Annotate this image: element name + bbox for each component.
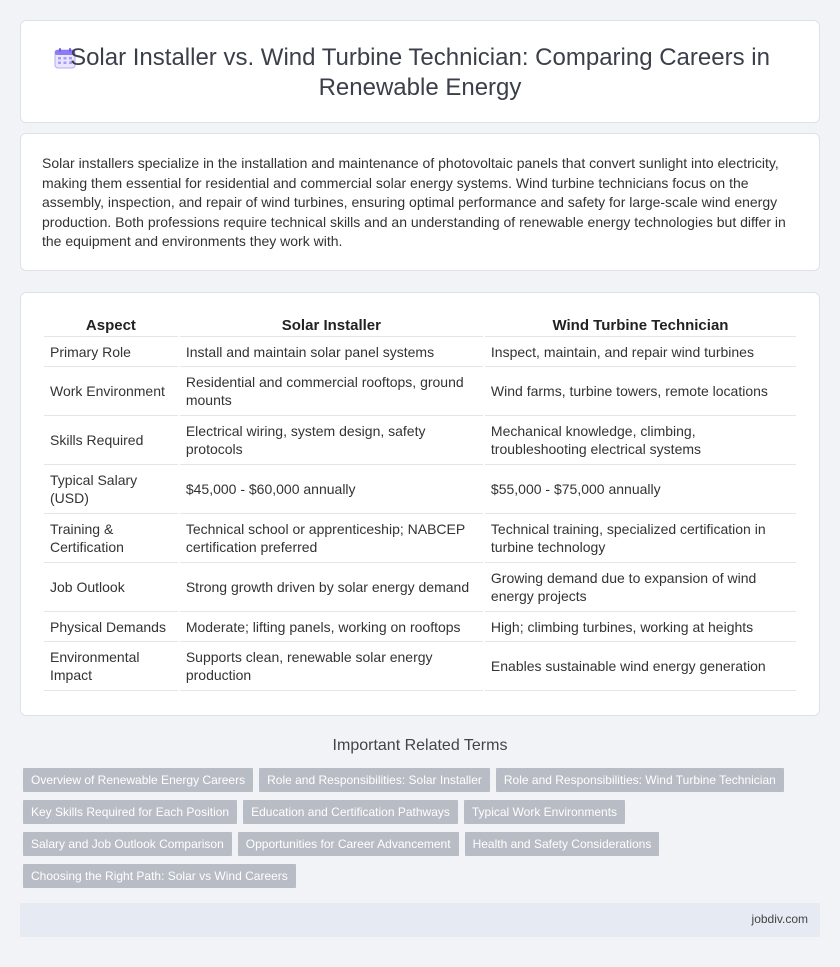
tag-row — [23, 768, 813, 792]
page-title: Solar Installer vs. Wind Turbine Technician: Comparing Careers in Renewable Energy — [70, 44, 770, 101]
row-wind: Mechanical knowledge, climbing, troubleshooting electrical systems — [485, 416, 796, 465]
row-aspect: Physical Demands — [44, 612, 178, 642]
table-row — [44, 416, 796, 465]
related-term-link[interactable]: Education and Certification Pathways — [243, 800, 458, 824]
table-row — [44, 612, 796, 642]
related-term-link[interactable]: Salary and Job Outlook Comparison — [23, 832, 232, 856]
row-solar: Strong growth driven by solar energy demand — [180, 563, 483, 612]
tag-row — [23, 832, 813, 856]
row-solar: Residential and commercial rooftops, ground mounts — [180, 367, 483, 416]
table-row — [44, 337, 796, 367]
footer — [20, 903, 820, 937]
table-row — [44, 514, 796, 563]
row-solar: Electrical wiring, system design, safety protocols — [180, 416, 483, 465]
header-wind-technician: Wind Turbine Technician — [485, 316, 796, 337]
comparison-table — [42, 316, 798, 691]
row-wind: Wind farms, turbine towers, remote locations — [485, 367, 796, 416]
table-row — [44, 563, 796, 612]
table-row — [44, 367, 796, 416]
tag-row — [23, 800, 813, 824]
related-term-link[interactable]: Choosing the Right Path: Solar vs Wind Careers — [23, 864, 296, 888]
row-wind: Growing demand due to expansion of wind energy projects — [485, 563, 796, 612]
related-term-link[interactable]: Health and Safety Considerations — [465, 832, 660, 856]
header-aspect: Aspect — [44, 316, 178, 337]
header-solar-installer: Solar Installer — [180, 316, 483, 337]
row-solar: Technical school or apprenticeship; NABCEP certification preferred — [180, 514, 483, 563]
row-solar: Moderate; lifting panels, working on rooftops — [180, 612, 483, 642]
row-aspect: Training & Certification — [44, 514, 178, 563]
row-aspect: Environmental Impact — [44, 642, 178, 691]
comparison-table-card — [20, 292, 820, 716]
table-row — [44, 465, 796, 514]
tag-row — [23, 864, 813, 888]
title-card — [20, 20, 820, 123]
related-term-link[interactable]: Typical Work Environments — [464, 800, 625, 824]
related-terms-list — [23, 768, 813, 896]
row-solar: Install and maintain solar panel systems — [180, 337, 483, 367]
row-wind: $55,000 - $75,000 annually — [485, 465, 796, 514]
table-row — [44, 642, 796, 691]
related-term-link[interactable]: Role and Responsibilities: Wind Turbine Technician — [496, 768, 784, 792]
related-term-link[interactable]: Role and Responsibilities: Solar Installer — [259, 768, 490, 792]
related-terms-title: Important Related Terms — [332, 737, 508, 754]
row-aspect: Work Environment — [44, 367, 178, 416]
related-term-link[interactable]: Overview of Renewable Energy Careers — [23, 768, 253, 792]
table-header-row — [44, 316, 796, 337]
row-aspect: Typical Salary (USD) — [44, 465, 178, 514]
row-aspect: Primary Role — [44, 337, 178, 367]
row-aspect: Skills Required — [44, 416, 178, 465]
intro-card — [20, 133, 820, 271]
row-solar: Supports clean, renewable solar energy production — [180, 642, 483, 691]
row-aspect: Job Outlook — [44, 563, 178, 612]
footer-site-link[interactable]: jobdiv.com — [751, 912, 808, 926]
row-solar: $45,000 - $60,000 annually — [180, 465, 483, 514]
intro-paragraph: Solar installers specialize in the installation and maintenance of photovoltaic panels that convert sunlight into electricity, making them essential for residential and commercial solar energy systems. Wind turbine technicians focus on the assembly, inspection, and repair of wind turbines, ensuring optimal performance and safety for large-scale wind energy production. Both professions require technical skills and an understanding of renewable energy technologies but differ in the equipment and environments they work with. — [42, 155, 786, 249]
row-wind: Technical training, specialized certification in turbine technology — [485, 514, 796, 563]
related-term-link[interactable]: Opportunities for Career Advancement — [238, 832, 459, 856]
row-wind: Inspect, maintain, and repair wind turbines — [485, 337, 796, 367]
related-term-link[interactable]: Key Skills Required for Each Position — [23, 800, 237, 824]
row-wind: High; climbing turbines, working at heights — [485, 612, 796, 642]
row-wind: Enables sustainable wind energy generation — [485, 642, 796, 691]
